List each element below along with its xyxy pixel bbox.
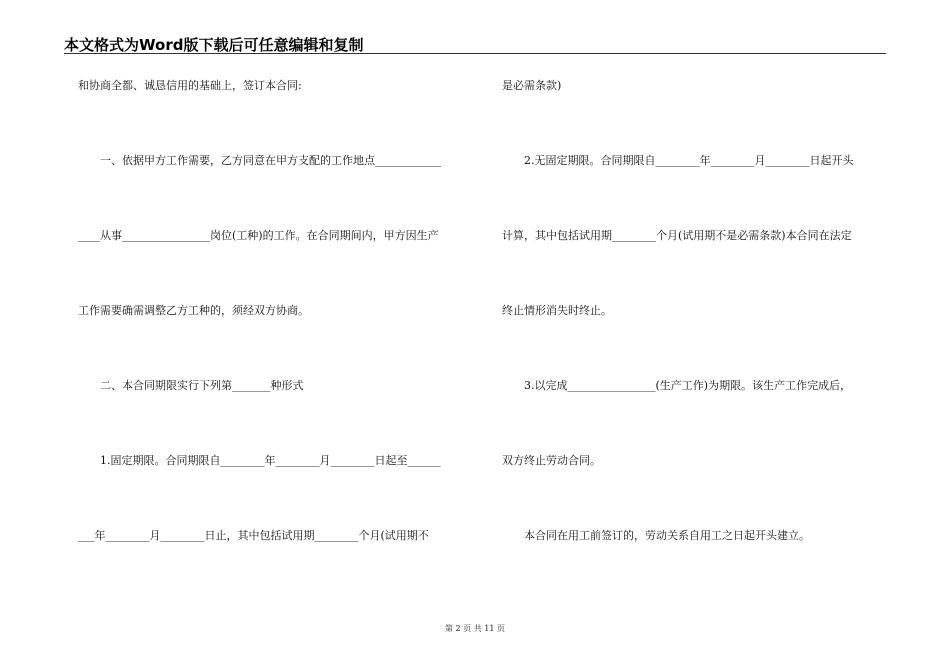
left-line-5: 二、本合同期限实行下列第_______种形式 [78, 379, 304, 392]
right-line-4: 终止情形消失时终止。 [502, 304, 612, 317]
right-line-2: 2.无固定期限。合同期限自________年________月________日起开头 [502, 154, 854, 167]
right-line-7: 本合同在用工前签订的，劳动关系自用工之日起开头建立。 [502, 529, 810, 542]
left-line-6: 1.固定期限。合同期限自________年________月________日起至______ [78, 454, 441, 467]
right-line-6: 双方终止劳动合同。 [502, 454, 601, 467]
right-line-1: 是必需条款) [502, 79, 562, 92]
right-line-3: 计算，其中包括试用期________个月(试用期不是必需条款)本合同在法定 [502, 229, 852, 242]
document-header-title: 本文格式为Word版下载后可任意编辑和复制 [64, 36, 364, 54]
left-line-2: 一、依据甲方工作需要，乙方同意在甲方支配的工作地点____________ [78, 154, 441, 167]
left-line-1: 和协商全都、诚恳信用的基础上，签订本合同: [78, 79, 302, 92]
left-text-column [78, 0, 478, 672]
page-number-footer: 第 2 页 共 11 页 [445, 624, 505, 633]
left-line-4: 工作需要确需调整乙方工种的，须经双方协商。 [78, 304, 309, 317]
right-line-5: 3.以完成________________(生产工作)为期限。该生产工作完成后， [502, 379, 852, 392]
left-line-3: ____从事________________岗位(工种)的工作。在合同期间内，甲方因生产 [78, 229, 439, 242]
right-text-column [502, 0, 902, 672]
left-line-7: ___年________月________日止，其中包括试用期________个月(试用期不 [78, 529, 429, 542]
